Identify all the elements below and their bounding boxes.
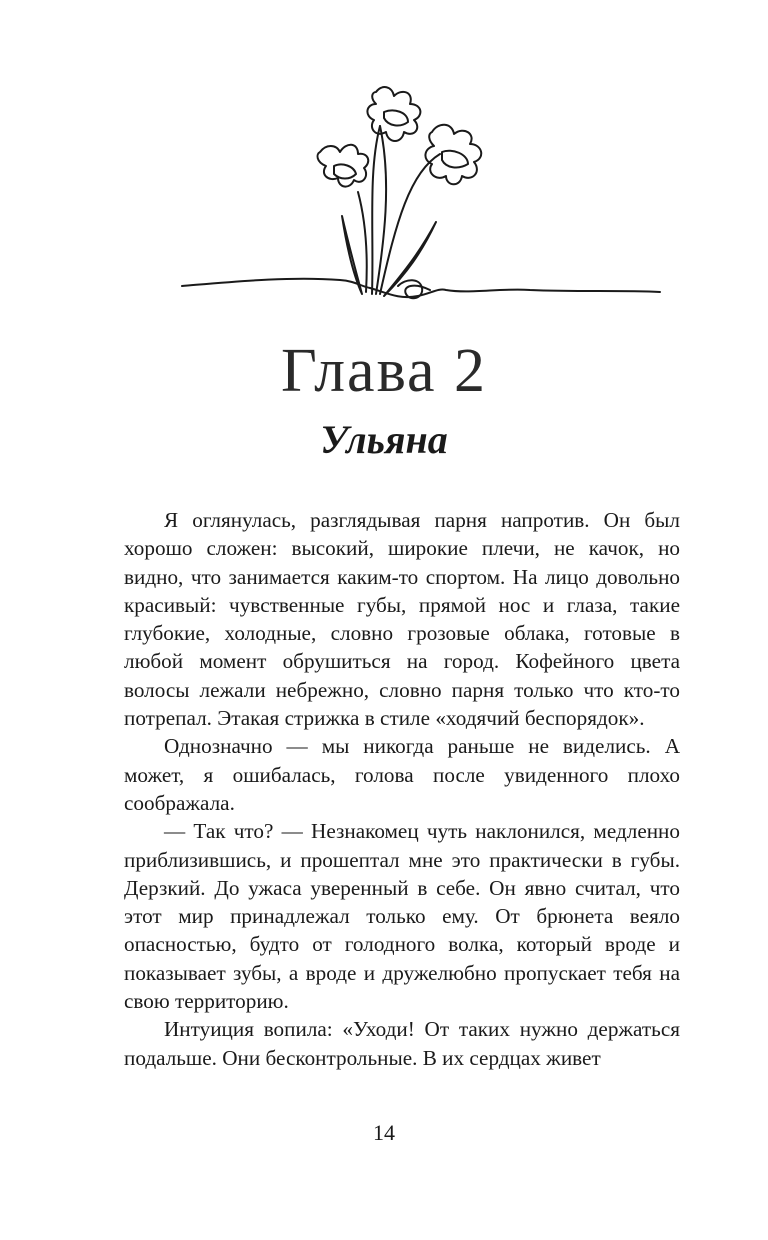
paragraph: Интуиция вопила: «Уходи! От таких нужно держаться подальше. Они бесконтрольные. В их сердцах живет	[124, 1017, 680, 1070]
chapter-subtitle: Ульяна	[320, 417, 448, 462]
chapter-title: Глава 2	[280, 337, 488, 405]
daffodils-line-art-icon	[170, 82, 670, 322]
paragraph: — Так что? — Незнакомец чуть наклонился, медленно приблизившись, и прошептал мне это практически в губы. Дерзкий. До ужаса уверенный в себе. Он явно считал, что этот мир принадлежал только ему. От брюнета веяло опасностью, будто от голодного волка, который вроде и показывает зубы, а вроде и дружелюбно пропускает тебя на свою территорию.	[124, 819, 680, 1014]
chapter-body	[124, 506, 680, 1072]
paragraph: Я оглянулась, разглядывая парня напротив. Он был хорошо сложен: высокий, широкие плечи, не качок, но видно, что занимается каким-то спортом. На лицо довольно красивый: чувственные губы, прямой нос и глаза, такие глубокие, холодные, словно грозовые облака, готовые в любой момент обрушиться на город. Кофейного цвета волосы лежали небрежно, словно парня только что кто-то потрепал. Этакая стрижка в стиле «ходячий беспорядок».	[124, 508, 680, 731]
paragraph: Однозначно — мы никогда раньше не виделись. А может, я ошибалась, голова после увиденного плохо соображала.	[124, 734, 680, 815]
page-number: 14	[373, 1120, 395, 1145]
